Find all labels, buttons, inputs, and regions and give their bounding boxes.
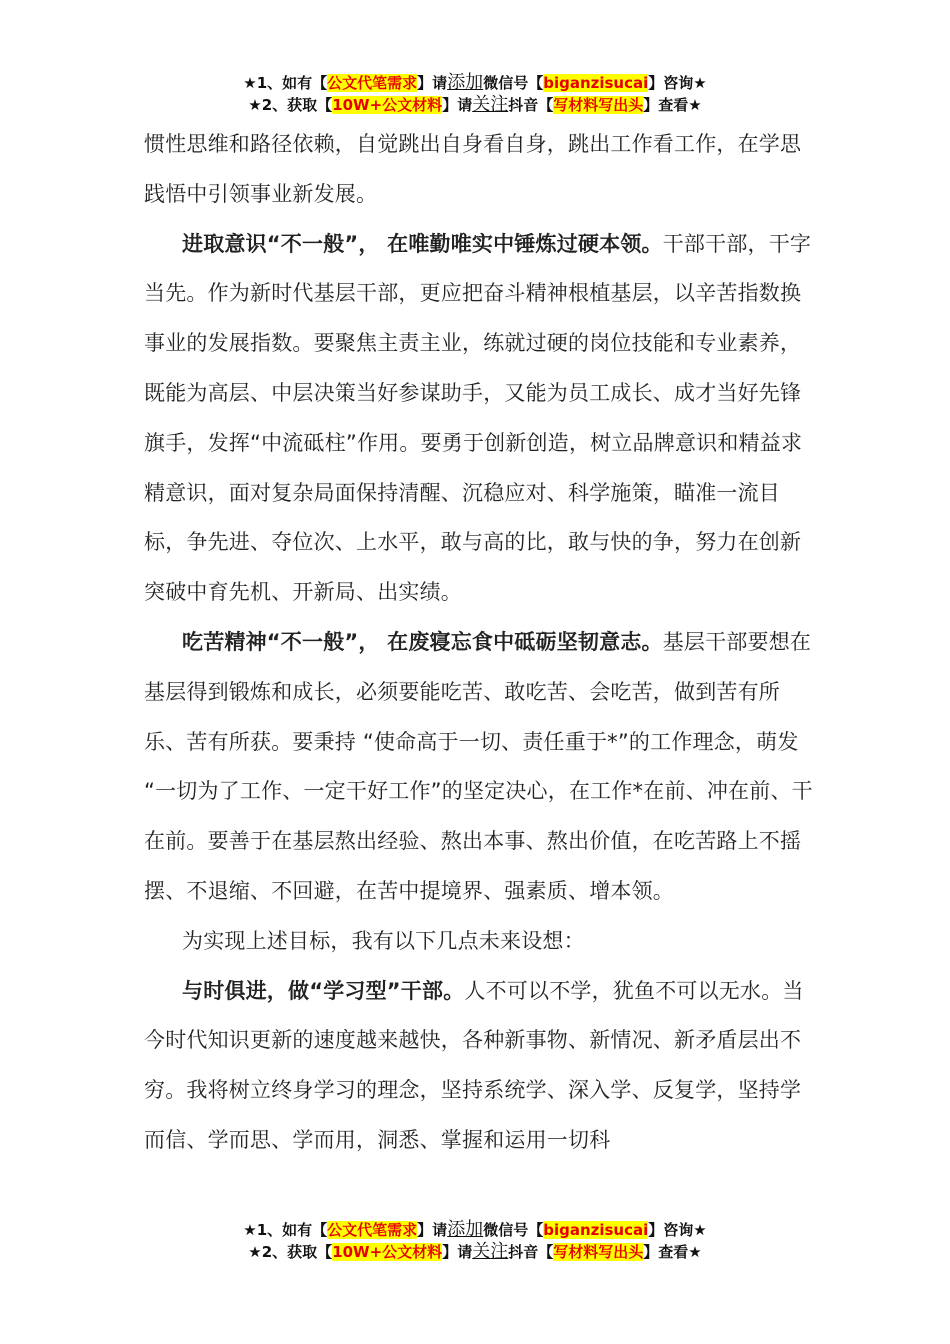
banner-text: ★1、如有【 — [243, 1221, 328, 1239]
paragraph-text: 惯性思维和路径依赖，自觉跳出自身看自身，跳出工作看工作，在学思践悟中引领事业新发展。 — [144, 132, 802, 206]
banner-text: 】查看★ — [643, 1243, 702, 1261]
footer-banner — [0, 1219, 950, 1263]
paragraph-text: 为实现上述目标，我有以下几点未来设想： — [182, 928, 585, 953]
banner-text: ★2、获取【 — [248, 1243, 333, 1261]
banner-text: 】请 — [442, 1243, 473, 1261]
paragraph-text: 基层干部要想在基层得到锻炼和成长，必须要能吃苦、敢吃苦、会吃苦，做到苦有所乐、苦有所获。要秉持 “使命高于一切、责任重于*”的工作理念，萌发 “一切为了工作、一定干好工作”的坚定决心，在工作*在前、冲在前、干在前。要善于在基层熬出经验、熬出本事、熬出价值，在吃苦路上不摇摆、不退缩、不回避，在苦中提境界、强素质、增本领。 — [144, 629, 813, 903]
banner-text: 抖音【 — [508, 1243, 554, 1261]
banner-text: 】查看★ — [643, 96, 702, 114]
paragraph — [144, 917, 814, 967]
banner-line-1 — [0, 72, 950, 94]
banner-highlight: biganzisucai — [543, 74, 649, 92]
banner-text: 】请 — [417, 1221, 448, 1239]
banner-highlight: 10W+公文材料 — [332, 96, 443, 114]
banner-line-2 — [0, 1241, 950, 1263]
banner-highlight: 写材料写出头 — [553, 1243, 644, 1261]
paragraph — [144, 618, 814, 917]
banner-highlight: biganzisucai — [543, 1221, 649, 1239]
banner-line-2 — [0, 94, 950, 116]
banner-text: 】咨询★ — [648, 74, 707, 92]
document-body — [144, 120, 814, 1166]
banner-text: 微信号【 — [483, 1221, 544, 1239]
banner-highlight: 公文代笔需求 — [327, 1221, 418, 1239]
paragraph-lead: 吃苦精神“不一般”， 在废寝忘食中砥砺坚韧意志。 — [182, 629, 663, 654]
paragraph — [144, 120, 814, 220]
banner-highlight: 写材料写出头 — [553, 96, 644, 114]
banner-highlight: 10W+公文材料 — [332, 1243, 443, 1261]
banner-underlined: 关注 — [472, 94, 509, 115]
paragraph — [144, 220, 814, 618]
paragraph — [144, 967, 814, 1166]
banner-line-1 — [0, 1219, 950, 1241]
banner-text: 】咨询★ — [648, 1221, 707, 1239]
banner-underlined: 添加 — [447, 72, 484, 93]
banner-text: 微信号【 — [483, 74, 544, 92]
banner-text: ★2、获取【 — [248, 96, 333, 114]
banner-text: 抖音【 — [508, 96, 554, 114]
paragraph-text: 人不可以不学，犹鱼不可以无水。当今时代知识更新的速度越来越快，各种新事物、新情况、新矛盾层出不穷。我将树立终身学习的理念，坚持系统学、深入学、反复学，坚持学而信、学而思、学而用，洞悉、掌握和运用一切科 — [144, 978, 804, 1152]
paragraph-text: 干部干部，干字当先。作为新时代基层干部，更应把奋斗精神根植基层，以辛苦指数换事业的发展指数。要聚焦主责主业，练就过硬的岗位技能和专业素养，既能为高层、中层决策当好参谋助手，又能为员工成长、成才当好先锋旗手，发挥“中流砥柱”作用。要勇于创新创造，树立品牌意识和精益求精意识，面对复杂局面保持清醒、沉稳应对、科学施策，瞄准一流目标，争先进、夺位次、上水平，敢与高的比，敢与快的争，努力在创新突破中育先机、开新局、出实绩。 — [144, 231, 812, 605]
paragraph-lead: 进取意识“不一般”， 在唯勤唯实中锤炼过硬本领。 — [182, 231, 663, 256]
header-banner — [0, 72, 950, 116]
banner-text: 】请 — [417, 74, 448, 92]
banner-underlined: 添加 — [447, 1219, 484, 1240]
banner-highlight: 公文代笔需求 — [327, 74, 418, 92]
banner-text: ★1、如有【 — [243, 74, 328, 92]
paragraph-lead: 与时俱进，做“学习型”干部。 — [182, 978, 465, 1003]
banner-text: 】请 — [442, 96, 473, 114]
banner-underlined: 关注 — [472, 1241, 509, 1262]
